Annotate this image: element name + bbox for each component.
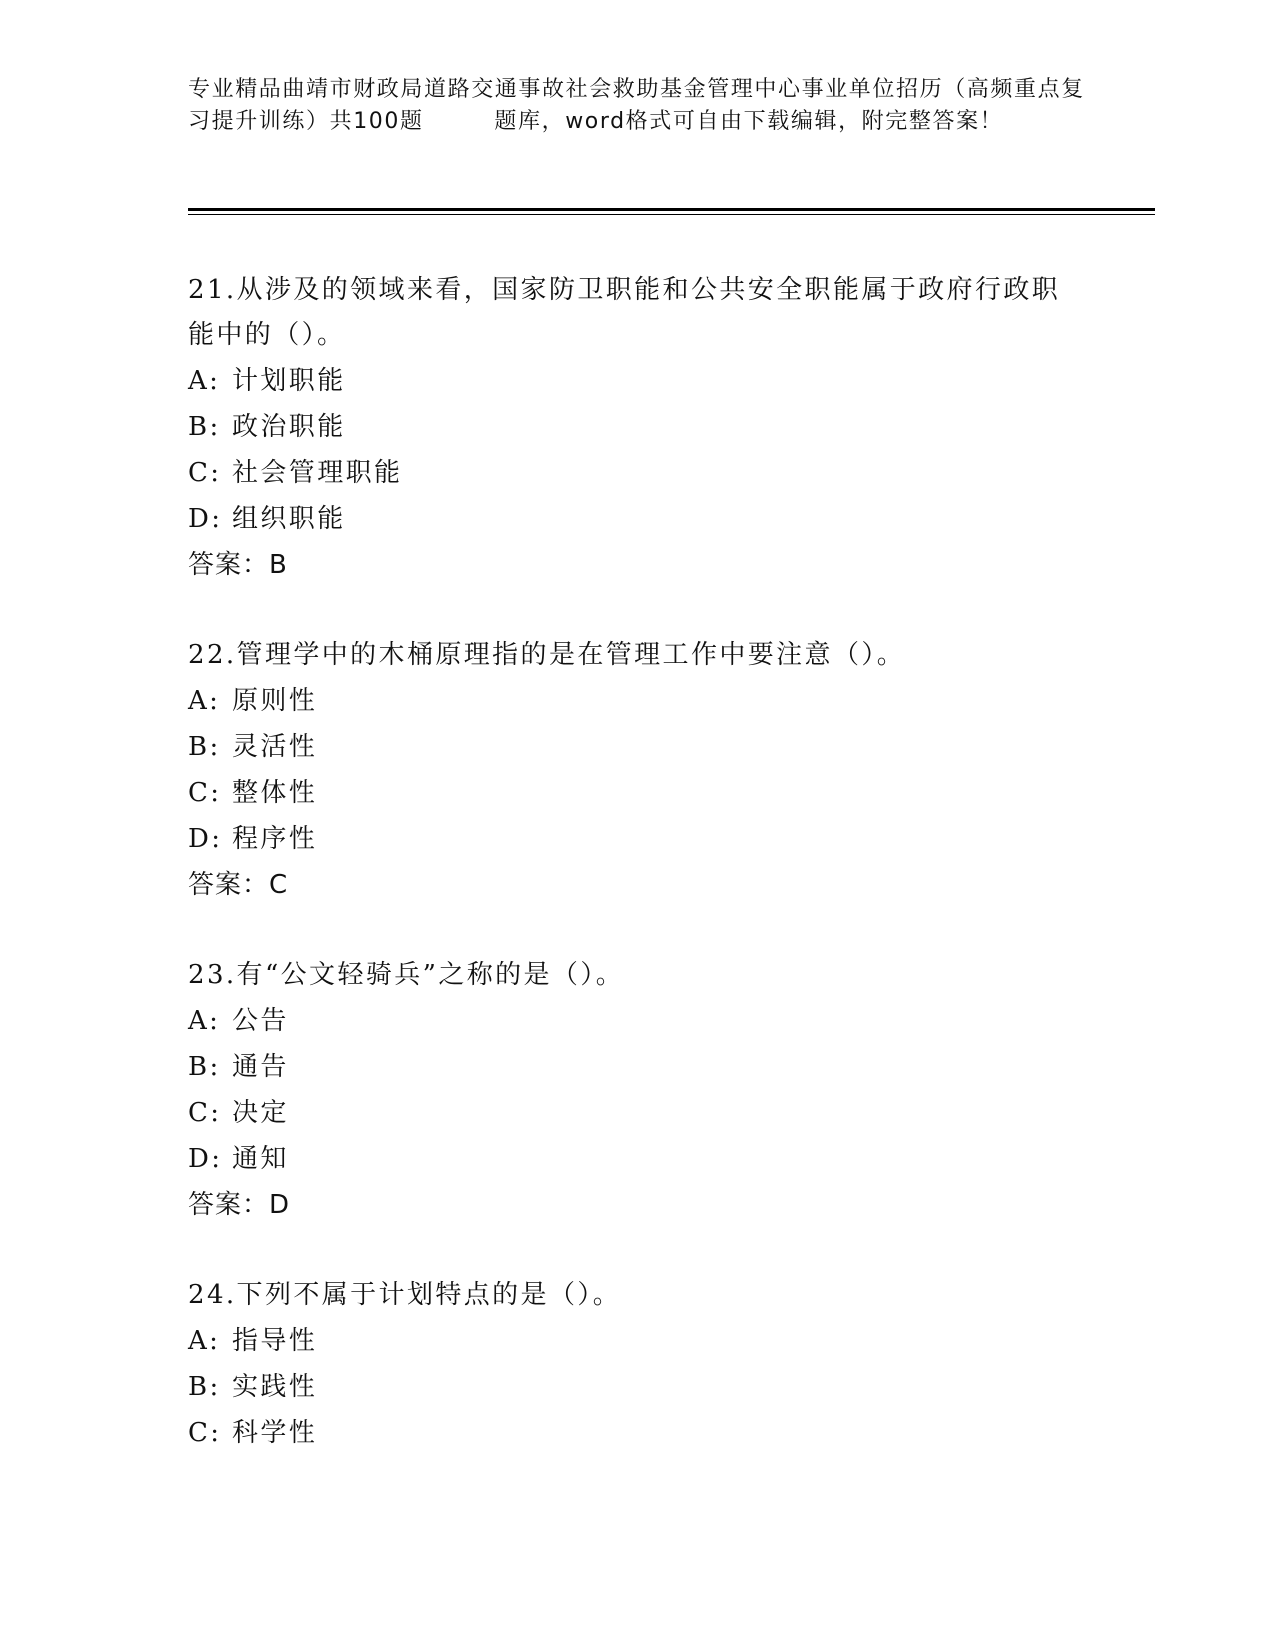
option-text: 原则性 xyxy=(232,686,318,716)
option-text: 政治职能 xyxy=(232,412,346,442)
option-text: 科学性 xyxy=(232,1418,318,1448)
question-stem: 24.下列不属于计划特点的是（）。 xyxy=(188,1280,622,1310)
option-letter: B: xyxy=(188,732,221,762)
question-block xyxy=(188,633,1088,908)
option-letter: C: xyxy=(188,1098,222,1128)
option-b xyxy=(188,404,1088,450)
question-block xyxy=(188,953,1088,1228)
answer: 答案：B xyxy=(188,550,288,580)
question-stem: 22.管理学中的木桶原理指的是在管理工作中要注意（）。 xyxy=(188,640,906,670)
option-a xyxy=(188,998,1088,1044)
option-letter: D: xyxy=(188,824,223,854)
option-a xyxy=(188,1318,1088,1364)
option-text: 指导性 xyxy=(232,1326,318,1356)
option-text: 整体性 xyxy=(232,778,318,808)
option-text: 通告 xyxy=(232,1052,289,1082)
option-text: 组织职能 xyxy=(232,504,346,534)
option-b xyxy=(188,1044,1088,1090)
option-letter: B: xyxy=(188,412,221,442)
option-letter: B: xyxy=(188,1372,221,1402)
option-letter: A: xyxy=(188,686,221,716)
option-text: 社会管理职能 xyxy=(232,458,403,488)
option-text: 计划职能 xyxy=(232,366,346,396)
option-letter: B: xyxy=(188,1052,221,1082)
document-header: 专业精品曲靖市财政局道路交通事故社会救助基金管理中心事业单位招历（高频重点复习提升训练）共100题 题库，word格式可自由下载编辑，附完整答案！ xyxy=(188,77,1085,134)
option-text: 灵活性 xyxy=(232,732,318,762)
option-d xyxy=(188,496,1088,542)
option-text: 通知 xyxy=(232,1144,289,1174)
option-a xyxy=(188,678,1088,724)
option-a xyxy=(188,358,1088,404)
option-c xyxy=(188,1090,1088,1136)
option-letter: D: xyxy=(188,1144,223,1174)
question-stem: 23.有“公文轻骑兵”之称的是（）。 xyxy=(188,960,625,990)
option-d xyxy=(188,1136,1088,1182)
option-d xyxy=(188,816,1088,862)
header-rule-thick xyxy=(188,208,1155,211)
option-letter: C: xyxy=(188,778,222,808)
question-block xyxy=(188,1273,1088,1456)
header-rule-thin xyxy=(188,214,1155,215)
option-text: 程序性 xyxy=(232,824,318,854)
option-letter: A: xyxy=(188,1006,221,1036)
option-text: 实践性 xyxy=(232,1372,318,1402)
option-letter: C: xyxy=(188,1418,222,1448)
option-c xyxy=(188,1410,1088,1456)
option-c xyxy=(188,770,1088,816)
option-letter: A: xyxy=(188,366,221,396)
option-text: 公告 xyxy=(232,1006,289,1036)
option-c xyxy=(188,450,1088,496)
option-letter: D: xyxy=(188,504,223,534)
option-text: 决定 xyxy=(232,1098,289,1128)
answer: 答案：D xyxy=(188,1190,291,1220)
question-stem: 21.从涉及的领域来看，国家防卫职能和公共安全职能属于政府行政职能中的（）。 xyxy=(188,275,1061,350)
answer: 答案：C xyxy=(188,870,289,900)
question-block xyxy=(188,268,1088,588)
option-b xyxy=(188,1364,1088,1410)
option-b xyxy=(188,724,1088,770)
option-letter: A: xyxy=(188,1326,221,1356)
option-letter: C: xyxy=(188,458,222,488)
